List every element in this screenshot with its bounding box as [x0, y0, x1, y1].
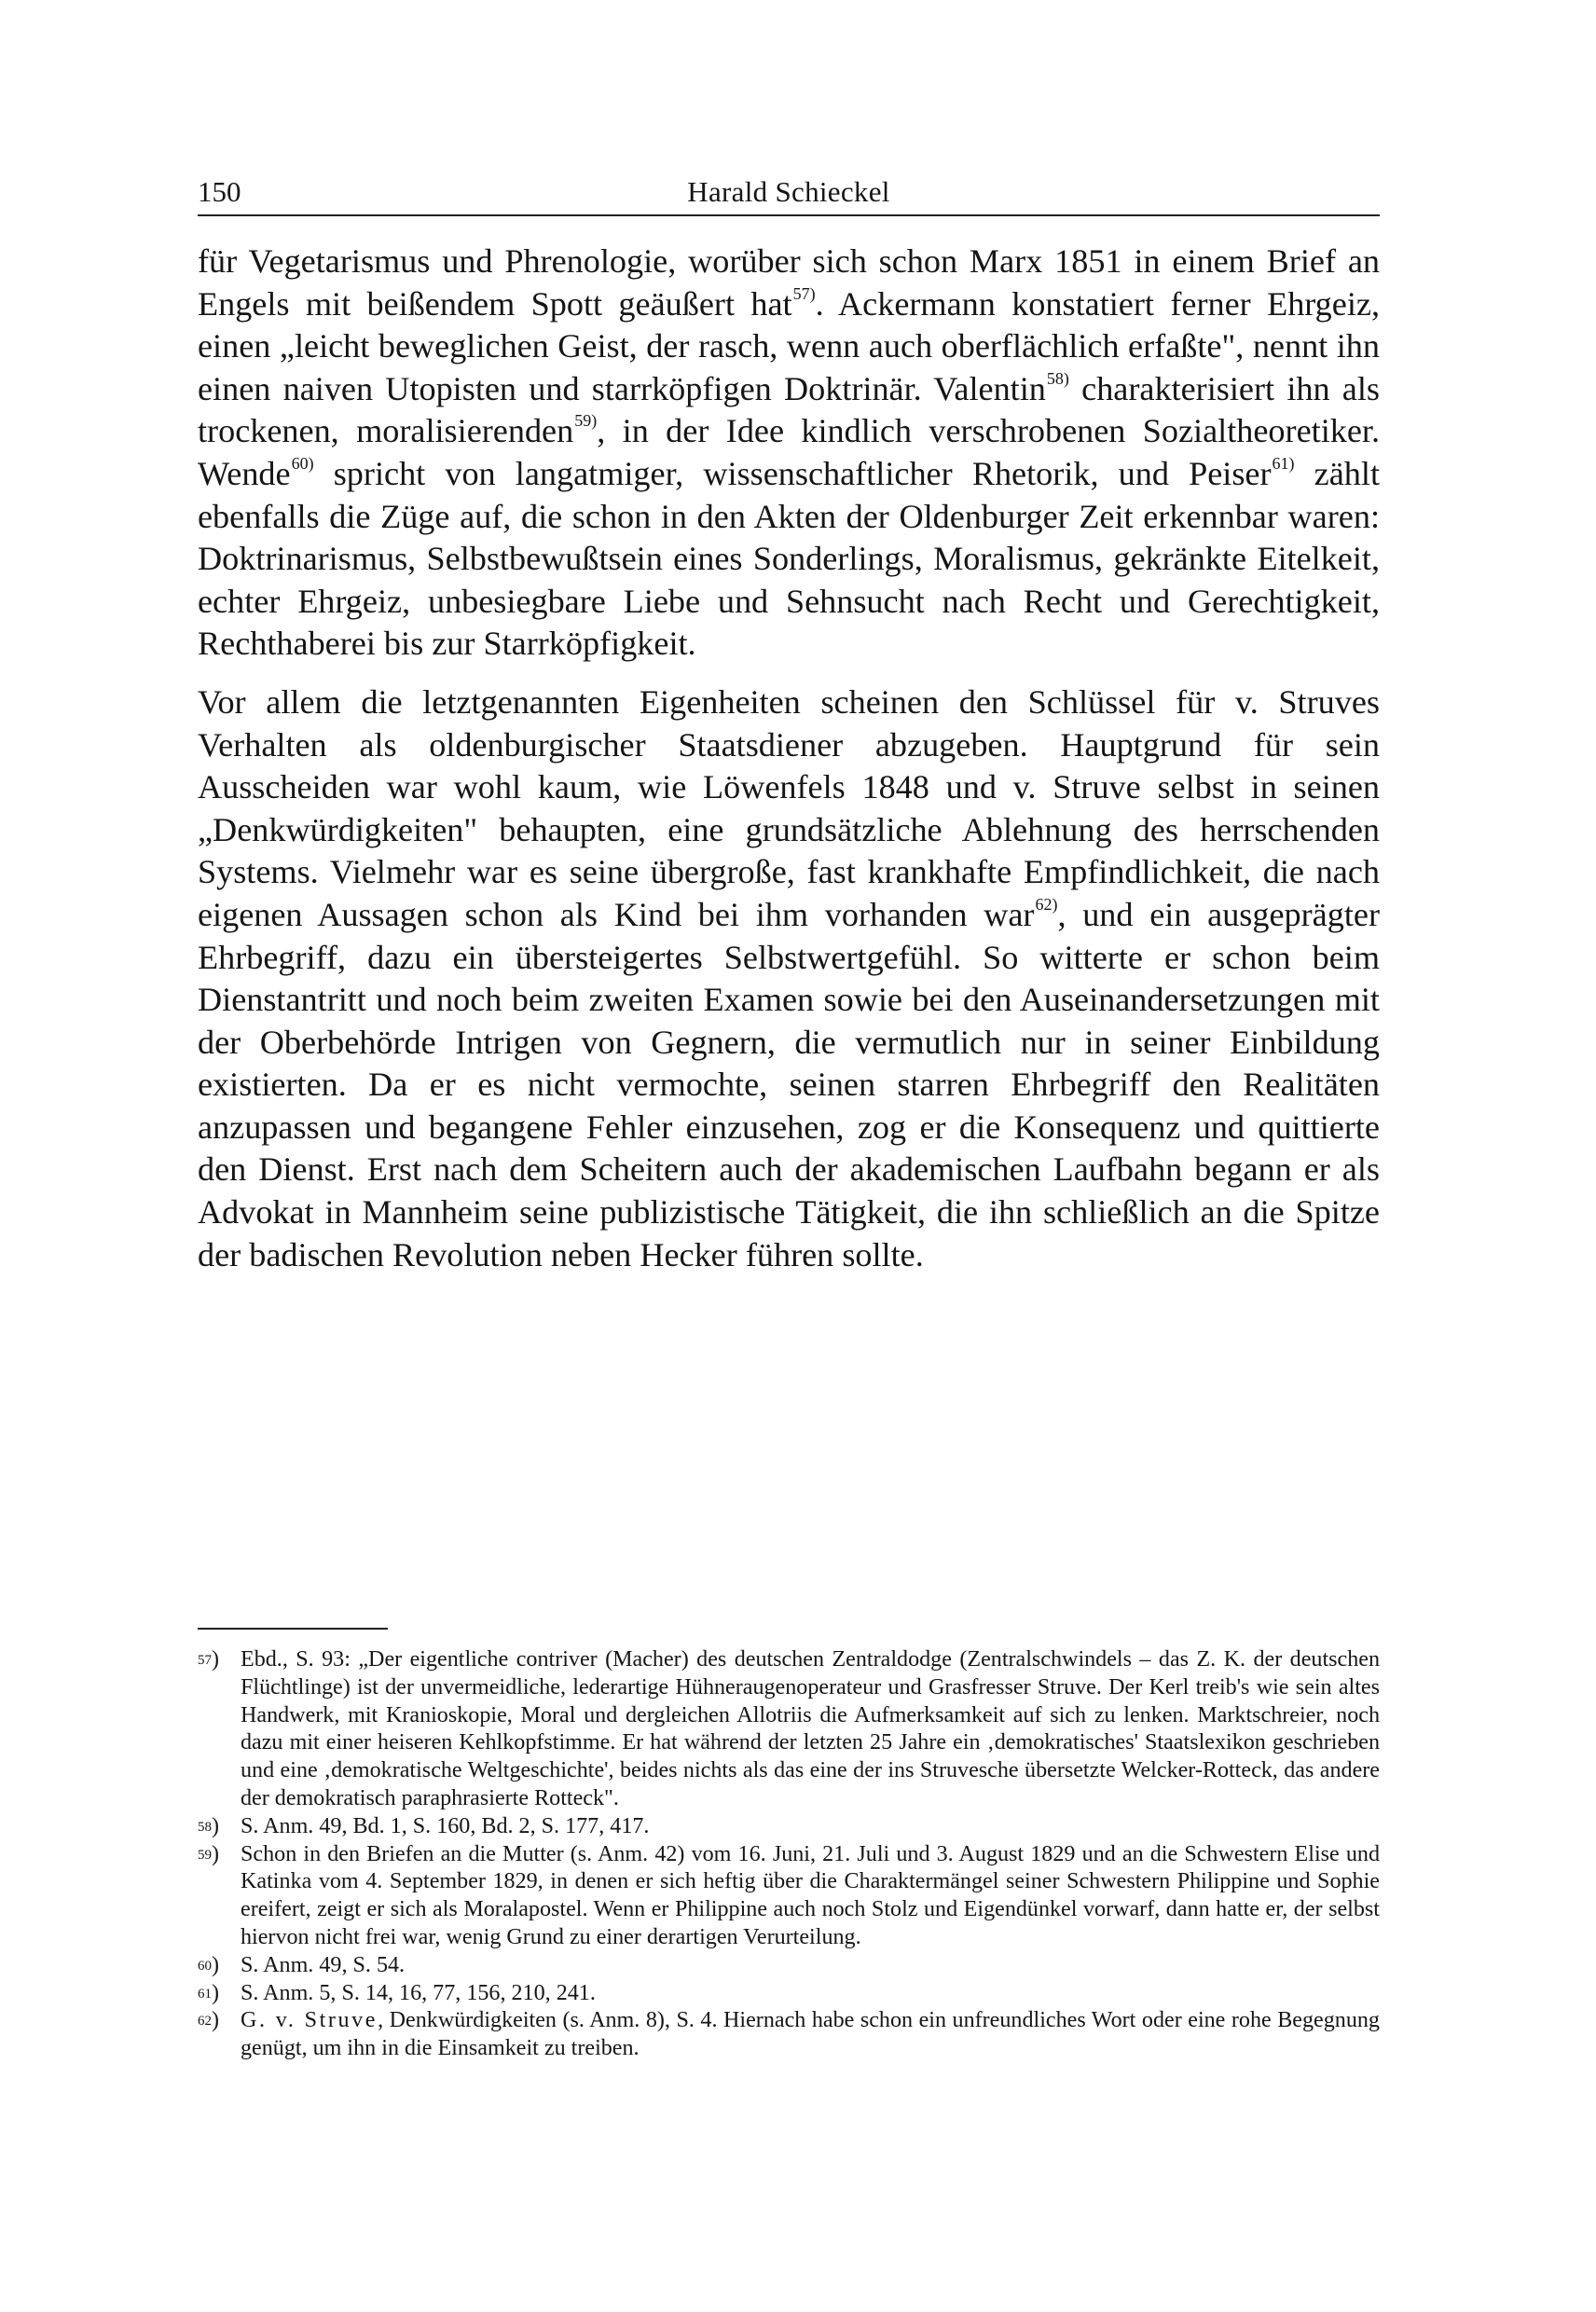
footnote-number: $^{57}$): [198, 1647, 220, 1672]
footnote-text: Ebd., S. 93: „Der eigentliche contriver (Macher) des deutschen Zentraldodge (Zentralschwindels – das Z. K. der deutschen Flüchtlinge) ist der unvermeidliche, lederartige Hühneraugenoperateur und Grasfresser Struve. Der Kerl treib's wie sein altes Handwerk, mit Kranioskopie, Moral und dergleichen Allotriis die Aufmerksamkeit auf sich zu lenken. Marktschreier, noch dazu mit einer heiseren Kehlkopfstimme. Er hat während der letzten 25 Jahre ein ‚demokratisches' Staatslexikon geschrieben und eine ‚demokratische Weltgeschichte', beides nichts als das eine der ins Struvesche übersetzte Welcker-Rotteck, das andere der demokratisch paraphrasierte Rotteck".: [241, 1647, 1380, 1810]
footnotes: [198, 1646, 1380, 2063]
footnote-ref-60: 60): [291, 453, 314, 473]
footnote-number: $^{59}$): [198, 1841, 220, 1866]
footnote-text: S. Anm. 49, S. 54.: [241, 1952, 406, 1977]
text-run: spricht von langatmiger, wissenschaftlicher Rhetorik, und Peiser: [313, 454, 1272, 492]
footnote-number: $^{61}$): [198, 1980, 220, 2005]
footnote-ref-57: 57): [792, 283, 816, 303]
text-run: für Vegetarismus und Phrenologie, worüber sich schon Marx 1851 in einem Brief an Engels mit beißendem Spott geäußert hat: [198, 242, 1380, 323]
footnote-60: [198, 1952, 1380, 1980]
footnote-ref-62: 62): [1035, 894, 1058, 914]
text-run: . Ackermann konstatiert ferner Ehrgeiz, einen „leicht beweglichen Geist, der rasch, wenn auch oberflächlich erfaßte", nennt ihn einen naiven Utopisten und starrköpfigen Doktrinär. Valentin: [198, 284, 1381, 407]
text-run: Vor allem die letztgenannten Eigenheiten scheinen den Schlüssel für v. Struves Verhalten als oldenburgischer Staatsdiener abzugeben. Hauptgrund für sein Ausscheiden war wohl kaum, wie Löwenfels 1848 und v. Struve selbst in seinen „Denkwürdigkeiten" behaupten, eine grundsätzliche Ablehnung des herrschenden Systems. Vielmehr war es seine übergroße, fast krankhafte Empfindlichkeit, die nach eigenen Aussagen schon als Kind bei ihm vorhanden war: [198, 682, 1380, 933]
footnote-number: $^{58}$): [198, 1813, 220, 1838]
page-header: [198, 170, 1380, 216]
running-head: Harald Schieckel: [687, 175, 890, 208]
footnote-divider: [198, 1628, 388, 1630]
text-run: , in der Idee kindlich verschrobenen Sozialtheoretiker. Wende: [198, 412, 1381, 492]
paragraph-2: [198, 681, 1380, 1276]
footnote-text: S. Anm. 5, S. 14, 16, 77, 156, 210, 241.: [241, 1980, 596, 2005]
footnote-number: $^{60}$): [198, 1952, 220, 1977]
footnote-59: [198, 1841, 1380, 1952]
footnote-author: G. v. Struve: [241, 2008, 378, 2033]
footnote-ref-58: 58): [1046, 368, 1069, 388]
footnote-text: Schon in den Briefen an die Mutter (s. Anm. 42) vom 16. Juni, 21. Juli und 3. August 1829 und an die Schwestern Elise und Katinka vom 4. September 1829, in denen er sich heftig über die Charaktermängel seiner Schwestern Philippine und Sophie ereifert, zeigt er sich als Moralapostel. Wenn er Philippine auch noch Stolz und Eigendünkel vorwarf, dann hatte er, der selbst hiervon nicht frei war, wenig Grund zu einer derartigen Verurteilung.: [241, 1841, 1380, 1949]
footnote-57: [198, 1646, 1380, 1813]
footnote-text: , Denkwürdigkeiten (s. Anm. 8), S. 4. Hiernach habe schon ein unfreundliches Wort oder eine rohe Begegnung genügt, um ihn in die Einsamkeit zu treiben.: [241, 2008, 1380, 2061]
text-run: , und ein ausgeprägter Ehrbegriff, dazu ein übersteigertes Selbstwertgefühl. So witterte er schon beim Dienstantritt und noch beim zweiten Examen sowie bei den Auseinandersetzungen mit der Oberbehörde Intrigen von Gegnern, die vermutlich nur in seiner Einbildung existierten. Da er es nicht vermochte, seinen starren Ehrbegriff den Realitäten anzupassen und begangene Fehler einzusehen, zog er die Konsequenz und quittierte den Dienst. Erst nach dem Scheitern auch der akademischen Laufbahn begann er als Advokat in Mannheim seine publizistische Tätigkeit, die ihn schließlich an die Spitze der badischen Revolution neben Hecker führen sollte.: [198, 895, 1380, 1273]
paragraph-1: [198, 241, 1380, 666]
footnote-ref-61: 61): [1272, 453, 1295, 473]
body-text: [198, 241, 1380, 1276]
footnote-number: $^{62}$): [198, 2008, 220, 2033]
footnote-61: [198, 1980, 1380, 2008]
footnote-ref-59: 59): [574, 411, 598, 431]
page-number: 150: [198, 175, 241, 208]
book-page: [198, 170, 1380, 2258]
footnote-58: [198, 1813, 1380, 1841]
footnote-text: S. Anm. 49, Bd. 1, S. 160, Bd. 2, S. 177, 417.: [241, 1813, 650, 1838]
footnote-62: [198, 2007, 1380, 2063]
text-run: charakterisiert ihn als trockenen, moralisierenden: [198, 369, 1381, 450]
text-run: zählt ebenfalls die Züge auf, die schon in den Akten der Oldenburger Zeit erkennbar waren: Doktrinarismus, Selbstbewußtsein eines Sonderlings, Moralismus, gekränkte Eitelkeit, echter Ehrgeiz, unbesiegbare Liebe und Sehnsucht nach Recht und Gerechtigkeit, Rechthaberei bis zur Starrköpfigkeit.: [198, 454, 1381, 663]
